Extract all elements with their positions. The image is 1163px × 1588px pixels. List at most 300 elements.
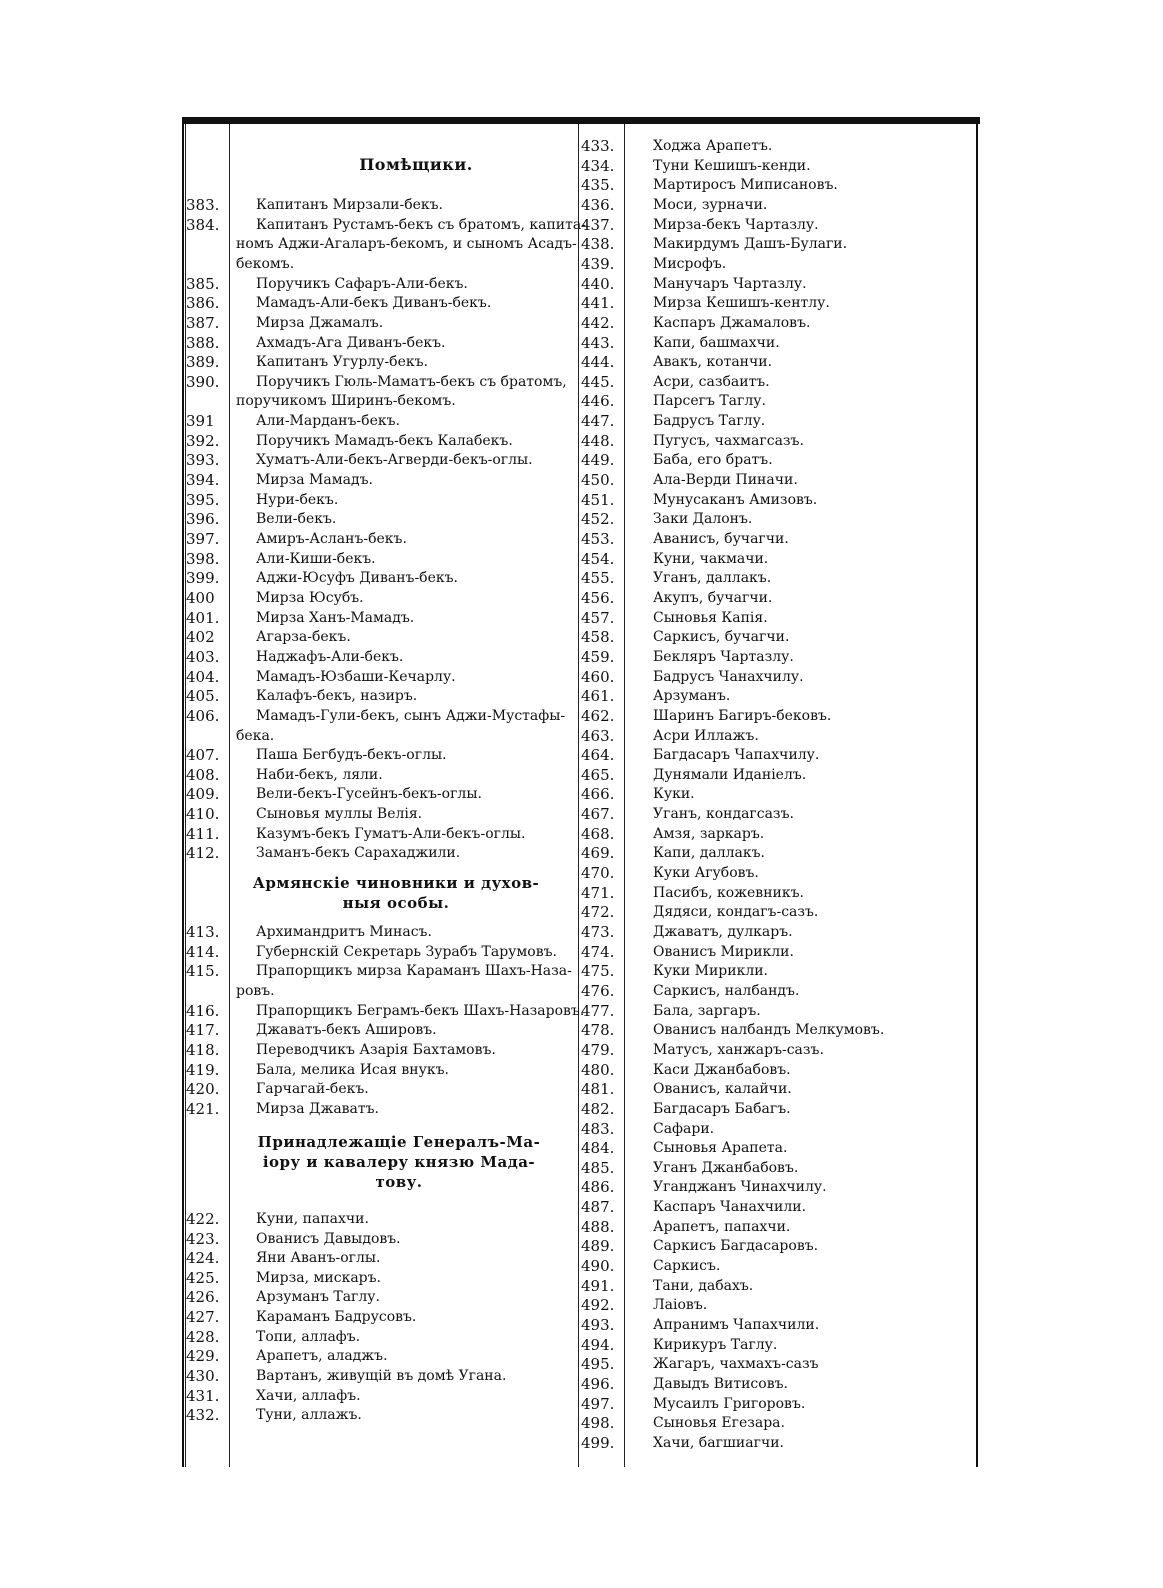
entry-name: Бадрусъ Таглу. <box>653 413 766 430</box>
entry-name: Мирза Ханъ-Мамадъ. <box>256 609 415 626</box>
entry-number: 463. <box>581 726 615 745</box>
entry-name: Бала, мелика Исая внукъ. <box>256 1061 449 1078</box>
list-item <box>186 451 578 471</box>
entry-number: 424. <box>186 1249 220 1268</box>
entry-number: 482. <box>581 1099 615 1118</box>
entry-number: 428. <box>186 1327 220 1346</box>
entry-name: Капитанъ Рустамъ-бекъ съ братомъ, капита- <box>256 216 586 233</box>
entry-name: Куки. <box>653 786 695 803</box>
entry-name: Аджи-Юсуфъ Диванъ-бекъ. <box>256 570 458 587</box>
entry-number: 421. <box>186 1099 220 1118</box>
entry-name: Амзя, заркаръ. <box>653 825 765 842</box>
list-item <box>186 334 578 354</box>
entry-number: 388. <box>186 333 220 352</box>
entry-name: Пугусъ, чахмагсазъ. <box>653 432 804 449</box>
entry-number: 396. <box>186 510 220 529</box>
list-item <box>581 628 976 648</box>
list-item <box>581 314 976 334</box>
entry-name: Каси Джанбабовъ. <box>653 1061 791 1078</box>
list-item <box>581 1061 976 1081</box>
list-item <box>581 530 976 550</box>
entry-number: 469. <box>581 844 615 863</box>
entry-name: Манучаръ Чартазлу. <box>653 275 807 292</box>
entry-number: 460. <box>581 667 615 686</box>
entry-name: Тани, дабахъ. <box>653 1277 754 1294</box>
entry-number: 453. <box>581 530 615 548</box>
list-item <box>186 766 578 786</box>
list-item <box>186 432 578 452</box>
entry-name: Мусаилъ Григоровъ. <box>653 1395 806 1412</box>
list-item <box>581 1159 976 1179</box>
entry-number: 462. <box>581 706 615 725</box>
entry-name: Амиръ-Асланъ-бекъ. <box>256 531 407 547</box>
entry-name: Туни Кешишъ-кенди. <box>653 157 811 174</box>
right-border-rule <box>976 117 978 1467</box>
list-item <box>581 157 976 177</box>
entry-number: 457. <box>581 608 615 627</box>
entry-number: 458. <box>581 628 615 647</box>
section-heading: Помѣщики. <box>359 154 473 174</box>
entry-name: Бекляръ Чартазлу. <box>653 648 794 665</box>
entry-name: Мирза, мискаръ. <box>256 1269 381 1286</box>
entry-name: Капитанъ Угурлу-бекъ. <box>256 354 428 371</box>
list-item <box>186 805 578 825</box>
entry-name: Прапорщикъ мирза Караманъ Шахъ-Наза- <box>256 963 572 980</box>
section-heading-line: Армянскіе чиновники и духов- <box>252 873 540 892</box>
list-item <box>581 1080 976 1100</box>
entry-number: 488. <box>581 1217 615 1236</box>
entry-name: Калафъ-бекъ, назиръ. <box>256 688 418 705</box>
list-item <box>186 1269 578 1289</box>
entry-name: Нури-бекъ. <box>256 491 339 508</box>
entry-name: Мирза Мамадъ. <box>256 472 373 489</box>
entry-number: 475. <box>581 962 615 981</box>
entry-name: Ованисъ Давыдовъ. <box>256 1230 401 1247</box>
entry-name: Мамадъ-Юзбаши-Кечарлу. <box>256 668 456 685</box>
list-item <box>581 1277 976 1297</box>
entry-number: 416. <box>186 1001 220 1020</box>
list-item <box>581 1178 976 1198</box>
list-item <box>581 609 976 629</box>
list-item <box>581 216 976 236</box>
list-item <box>581 412 976 432</box>
entry-number: 465. <box>581 765 615 784</box>
entry-name: Баба, его братъ. <box>653 452 773 469</box>
list-item <box>581 235 976 255</box>
entry-name: Арзуманъ. <box>653 688 731 705</box>
entry-number: 431. <box>186 1386 220 1405</box>
list-item-continuation <box>186 727 578 747</box>
entry-number: 392. <box>186 431 220 450</box>
entry-name: Вели-бекъ. <box>256 511 337 528</box>
entry-number: 398. <box>186 549 220 568</box>
entry-number: 455. <box>581 569 615 588</box>
entry-number: 432. <box>186 1406 220 1425</box>
list-item <box>581 510 976 530</box>
list-item <box>186 785 578 805</box>
entry-number: 413. <box>186 923 220 941</box>
entry-number: 486. <box>581 1178 615 1197</box>
entry-name: Акупъ, бучагчи. <box>653 589 773 606</box>
entry-name: Макирдумъ Дашъ-Булаги. <box>653 236 848 253</box>
list-item <box>581 137 976 157</box>
entry-number: 487. <box>581 1198 615 1217</box>
list-item <box>581 727 976 747</box>
entry-number: 437. <box>581 215 615 234</box>
entry-name: Хуматъ-Али-бекъ-Агверди-бекъ-оглы. <box>256 452 533 469</box>
section-heading-line: іору и кавалеру князю Мада- <box>262 1152 536 1171</box>
entry-number: 401. <box>186 608 220 627</box>
entry-name: Арапетъ, аладжъ. <box>256 1348 388 1365</box>
entry-name: Прапорщикъ Беграмъ-бекъ Шахъ-Назаровъ. <box>256 1002 585 1019</box>
list-item <box>186 1288 578 1308</box>
entry-name: Сыновья Егезара. <box>653 1415 785 1432</box>
list-item <box>186 1347 578 1367</box>
list-item <box>186 609 578 629</box>
entry-number: 459. <box>581 647 615 666</box>
list-item <box>186 491 578 511</box>
entry-number: 496. <box>581 1374 615 1393</box>
list-item <box>581 1100 976 1120</box>
entry-name: Мамадъ-Али-бекъ Диванъ-бекъ. <box>256 295 492 312</box>
list-item <box>581 1316 976 1336</box>
entry-number: 494. <box>581 1335 615 1354</box>
entry-number: 423. <box>186 1229 220 1248</box>
entry-number: 395. <box>186 490 220 509</box>
list-item <box>186 589 578 609</box>
section-heading <box>214 1133 584 1192</box>
list-item <box>581 805 976 825</box>
entry-number: 436. <box>581 195 615 214</box>
section-heading-line: Принадлежащіе Генералъ-Ма- <box>257 1133 541 1152</box>
entry-name: Ованисъ, калайчи. <box>653 1081 792 1098</box>
entry-number: 400 <box>186 588 215 607</box>
list-item-continuation <box>186 235 578 255</box>
entry-number: 429. <box>186 1347 220 1366</box>
list-item <box>186 1367 578 1387</box>
entry-number: 397. <box>186 530 220 548</box>
entry-name: Сыновья Арапета. <box>653 1140 788 1157</box>
entry-number: 425. <box>186 1268 220 1287</box>
list-item-continuation <box>186 982 578 1002</box>
entry-number: 492. <box>581 1296 615 1315</box>
entry-number: 391 <box>186 412 215 431</box>
entry-number: 499. <box>581 1433 615 1452</box>
list-item <box>581 1336 976 1356</box>
entry-number: 405. <box>186 687 220 706</box>
list-item <box>581 1120 976 1140</box>
entry-number: 387. <box>186 313 220 332</box>
entry-name: Заманъ-бекъ Сарахаджили. <box>256 845 461 862</box>
list-item <box>581 648 976 668</box>
entry-name: Кирикуръ Таглу. <box>653 1336 778 1353</box>
entry-name: Поручикъ Мамадъ-бекъ Калабекъ. <box>256 432 513 449</box>
entry-number: 479. <box>581 1040 615 1059</box>
entry-name: Губернскій Секретарь Зурабъ Тарумовъ. <box>256 943 557 960</box>
list-item <box>186 707 578 727</box>
entry-name: Уганъ Джанбабовъ. <box>653 1159 799 1176</box>
entry-name: Али-Марданъ-бекъ. <box>256 413 400 430</box>
entry-number: 446. <box>581 392 615 411</box>
list-item <box>581 1257 976 1277</box>
entry-name: Саркисъ. <box>653 1258 721 1275</box>
entry-name: Наби-бекъ, ляли. <box>256 766 383 783</box>
list-item-continuation <box>186 255 578 275</box>
entry-number: 433. <box>581 137 615 155</box>
entry-number: 484. <box>581 1139 615 1158</box>
list-item <box>186 1061 578 1081</box>
entry-name: Хачи, аллафъ. <box>256 1387 361 1404</box>
list-item <box>581 1414 976 1434</box>
entry-number: 399. <box>186 569 220 588</box>
list-item <box>186 530 578 550</box>
list-item <box>581 1198 976 1218</box>
entry-name: Каспаръ Джамаловъ. <box>653 314 811 331</box>
entry-number: 461. <box>581 687 615 706</box>
entry-number: 489. <box>581 1237 615 1256</box>
entry-number: 434. <box>581 156 615 175</box>
list-item <box>581 392 976 412</box>
entry-name: Джаватъ, дулкаръ. <box>653 924 793 940</box>
entry-name: Куки Агубовъ. <box>653 865 759 882</box>
entry-name: Багдасаръ Чапахчилу. <box>653 747 820 764</box>
center-divider <box>578 124 579 1467</box>
entry-number: 430. <box>186 1367 220 1386</box>
entry-name: Саркисъ, налбандъ. <box>653 982 800 999</box>
entry-name: Бадрусъ Чанахчилу. <box>653 668 804 685</box>
entry-name: Шаринъ Багиръ-бековъ. <box>653 707 832 724</box>
list-item <box>581 1002 976 1022</box>
list-item <box>581 451 976 471</box>
list-item <box>581 1355 976 1375</box>
entry-number: 483. <box>581 1119 615 1138</box>
list-item <box>186 746 578 766</box>
list-item <box>581 1375 976 1395</box>
entry-number: 493. <box>581 1316 615 1334</box>
list-item <box>186 196 578 216</box>
entry-number: 435. <box>581 176 615 195</box>
entry-name: Матусъ, ханжаръ-сазъ. <box>653 1041 824 1058</box>
entry-number: 444. <box>581 353 615 372</box>
entry-name: Ованисъ налбандъ Мелкумовъ. <box>653 1022 885 1039</box>
list-item <box>186 943 578 963</box>
entry-name: Ала-Верди Пиначи. <box>653 472 798 489</box>
entry-name: Али-Киши-бекъ. <box>256 550 376 567</box>
entry-number: 485. <box>581 1158 615 1177</box>
list-item <box>186 1328 578 1348</box>
entry-name: Переводчикъ Азарія Бахтамовъ. <box>256 1041 496 1058</box>
list-item <box>581 903 976 923</box>
list-item <box>186 1387 578 1407</box>
entry-name-continuation: поручикомъ Ширинъ-бекомъ. <box>236 393 456 410</box>
entry-name: Куки Мирикли. <box>653 963 768 980</box>
entry-number: 448. <box>581 431 615 450</box>
entry-name: Куни, папахчи. <box>256 1210 369 1227</box>
entry-number: 410. <box>186 805 220 824</box>
list-item <box>186 923 578 943</box>
entry-number: 473. <box>581 923 615 941</box>
entry-name: Заки Далонъ. <box>653 511 753 528</box>
entry-number: 476. <box>581 981 615 1000</box>
entry-number: 386. <box>186 294 220 313</box>
entry-name: Апранимъ Чапахчили. <box>653 1317 820 1333</box>
list-item <box>581 569 976 589</box>
entry-name: Наджафъ-Али-бекъ. <box>256 648 404 665</box>
entry-number: 414. <box>186 942 220 961</box>
entry-number: 445. <box>581 372 615 391</box>
entry-number: 456. <box>581 588 615 607</box>
entry-name: Мирза-бекъ Чартазлу. <box>653 216 819 233</box>
entry-number: 412. <box>186 844 220 863</box>
list-item <box>186 1210 578 1230</box>
list-item <box>581 825 976 845</box>
list-item <box>581 844 976 864</box>
left-border-rule <box>182 117 184 1467</box>
entry-number: 467. <box>581 805 615 824</box>
entry-number: 438. <box>581 235 615 254</box>
entry-name: Саркисъ, бучагчи. <box>653 629 790 646</box>
list-item <box>581 373 976 393</box>
entry-number: 471. <box>581 883 615 902</box>
list-item <box>186 412 578 432</box>
entry-name: Казумъ-бекъ Гуматъ-Али-бекъ-оглы. <box>256 825 526 842</box>
entry-number: 408. <box>186 765 220 784</box>
entry-number: 384. <box>186 215 220 234</box>
list-item <box>581 275 976 295</box>
list-item <box>186 1249 578 1269</box>
entry-number: 404. <box>186 667 220 686</box>
entry-name: Саркисъ Багдасаровъ. <box>653 1238 819 1255</box>
entry-number: 390. <box>186 372 220 391</box>
entry-number: 477. <box>581 1001 615 1020</box>
entry-name: Яни Аванъ-оглы. <box>256 1250 381 1267</box>
entry-name: Ахмадъ-Ага Диванъ-бекъ. <box>256 334 446 351</box>
entry-number: 440. <box>581 274 615 293</box>
entry-number: 464. <box>581 746 615 765</box>
entry-name: Хачи, багшиагчи. <box>653 1434 784 1451</box>
entry-name: Бала, заргаръ. <box>653 1002 761 1019</box>
entry-number: 466. <box>581 785 615 804</box>
list-item <box>581 1041 976 1061</box>
entry-number: 411. <box>186 824 220 843</box>
list-item <box>581 491 976 511</box>
section-heading-line: ныя особы. <box>342 893 450 912</box>
list-item <box>581 294 976 314</box>
list-item <box>581 1218 976 1238</box>
entry-name: Уганджанъ Чинахчилу. <box>653 1179 827 1196</box>
entry-number: 419. <box>186 1060 220 1079</box>
list-item <box>186 825 578 845</box>
section-heading <box>216 874 576 913</box>
entry-number: 441. <box>581 294 615 313</box>
entry-number: 439. <box>581 254 615 273</box>
list-item <box>581 746 976 766</box>
entry-name: Уганъ, даллакъ. <box>653 570 772 587</box>
top-border-rule <box>183 117 980 124</box>
entry-name: Парсегъ Таглу. <box>653 393 766 410</box>
entry-name: Сыновья муллы Велія. <box>256 806 423 823</box>
entry-number: 478. <box>581 1021 615 1040</box>
entry-number: 498. <box>581 1414 615 1433</box>
entry-name-continuation: бекомъ. <box>236 255 295 272</box>
entry-name: Вели-бекъ-Гусейнъ-бекъ-оглы. <box>256 786 482 803</box>
entry-name: Туни, аллажъ. <box>256 1407 362 1424</box>
list-item <box>581 432 976 452</box>
entry-name: Капи, даллакъ. <box>653 845 765 862</box>
list-item <box>186 628 578 648</box>
entry-name: Аванисъ, бучагчи. <box>653 531 789 547</box>
entry-name: Мирза Юсубъ. <box>256 589 364 606</box>
list-item <box>581 766 976 786</box>
entry-name: Куни, чакмачи. <box>653 550 769 567</box>
entry-name: Поручикъ Гюль-Маматъ-бекъ съ братомъ, <box>256 373 567 390</box>
entry-number: 474. <box>581 942 615 961</box>
entry-name: Лаіовъ. <box>653 1297 708 1314</box>
entry-name: Каспаръ Чанахчили. <box>653 1199 807 1216</box>
entry-name: Мирза Кешишъ-кентлу. <box>653 295 830 312</box>
list-item <box>581 255 976 275</box>
list-item <box>581 864 976 884</box>
entry-name: Архимандритъ Минасъ. <box>256 924 432 940</box>
list-item <box>581 1139 976 1159</box>
entry-number: 490. <box>581 1257 615 1276</box>
entry-name: Топи, аллафъ. <box>256 1328 361 1345</box>
entry-name-continuation: бека. <box>236 727 275 744</box>
list-item <box>186 550 578 570</box>
entry-name: Паша Бегбудъ-бекъ-оглы. <box>256 747 447 764</box>
entry-number: 426. <box>186 1288 220 1307</box>
entry-name: Арапетъ, папахчи. <box>653 1218 791 1235</box>
entry-number: 417. <box>186 1021 220 1040</box>
entry-name: Капитанъ Мирзали-бекъ. <box>256 196 444 213</box>
list-item <box>186 687 578 707</box>
entry-name: Джаватъ-бекъ Ашировъ. <box>256 1022 437 1039</box>
list-item <box>581 707 976 727</box>
section-heading-line: тову. <box>375 1172 423 1191</box>
entry-name: Асри Иллажъ. <box>653 727 759 744</box>
list-item <box>186 275 578 295</box>
list-item <box>581 943 976 963</box>
entry-number: 383. <box>186 195 220 214</box>
list-item <box>186 215 586 236</box>
list-item <box>581 1434 976 1454</box>
entry-number: 451. <box>581 490 615 509</box>
list-item <box>581 923 976 943</box>
entry-name-continuation: номъ Аджи-Агаларъ-бекомъ, и сыномъ Асадъ- <box>236 236 577 253</box>
entry-name: Уганъ, кондагсазъ. <box>653 806 794 823</box>
entry-name: Давыдъ Витисовъ. <box>653 1375 788 1392</box>
entry-name: Асри, сазбаитъ. <box>653 373 770 390</box>
list-item <box>581 962 976 982</box>
list-item <box>581 589 976 609</box>
list-item <box>186 373 578 393</box>
list-item <box>581 471 976 491</box>
entry-number: 491. <box>581 1276 615 1295</box>
entry-name: Сыновья Капія. <box>653 609 768 626</box>
entry-number: 420. <box>186 1080 220 1099</box>
entry-name: Пасибъ, кожевникъ. <box>653 884 804 901</box>
entry-number: 409. <box>186 785 220 804</box>
list-item <box>186 1230 578 1250</box>
entry-name: Дунямали Иданіелъ. <box>653 766 807 783</box>
entry-name: Мамадъ-Гули-бекъ, сынъ Аджи-Мустафы- <box>256 707 566 724</box>
list-item <box>186 353 578 373</box>
entry-name: Капи, башмахчи. <box>653 334 780 351</box>
list-item <box>186 1001 585 1022</box>
entry-name: Жагаръ, чахмахъ-сазъ <box>653 1356 819 1373</box>
list-item <box>581 785 976 805</box>
entry-number: 480. <box>581 1060 615 1079</box>
